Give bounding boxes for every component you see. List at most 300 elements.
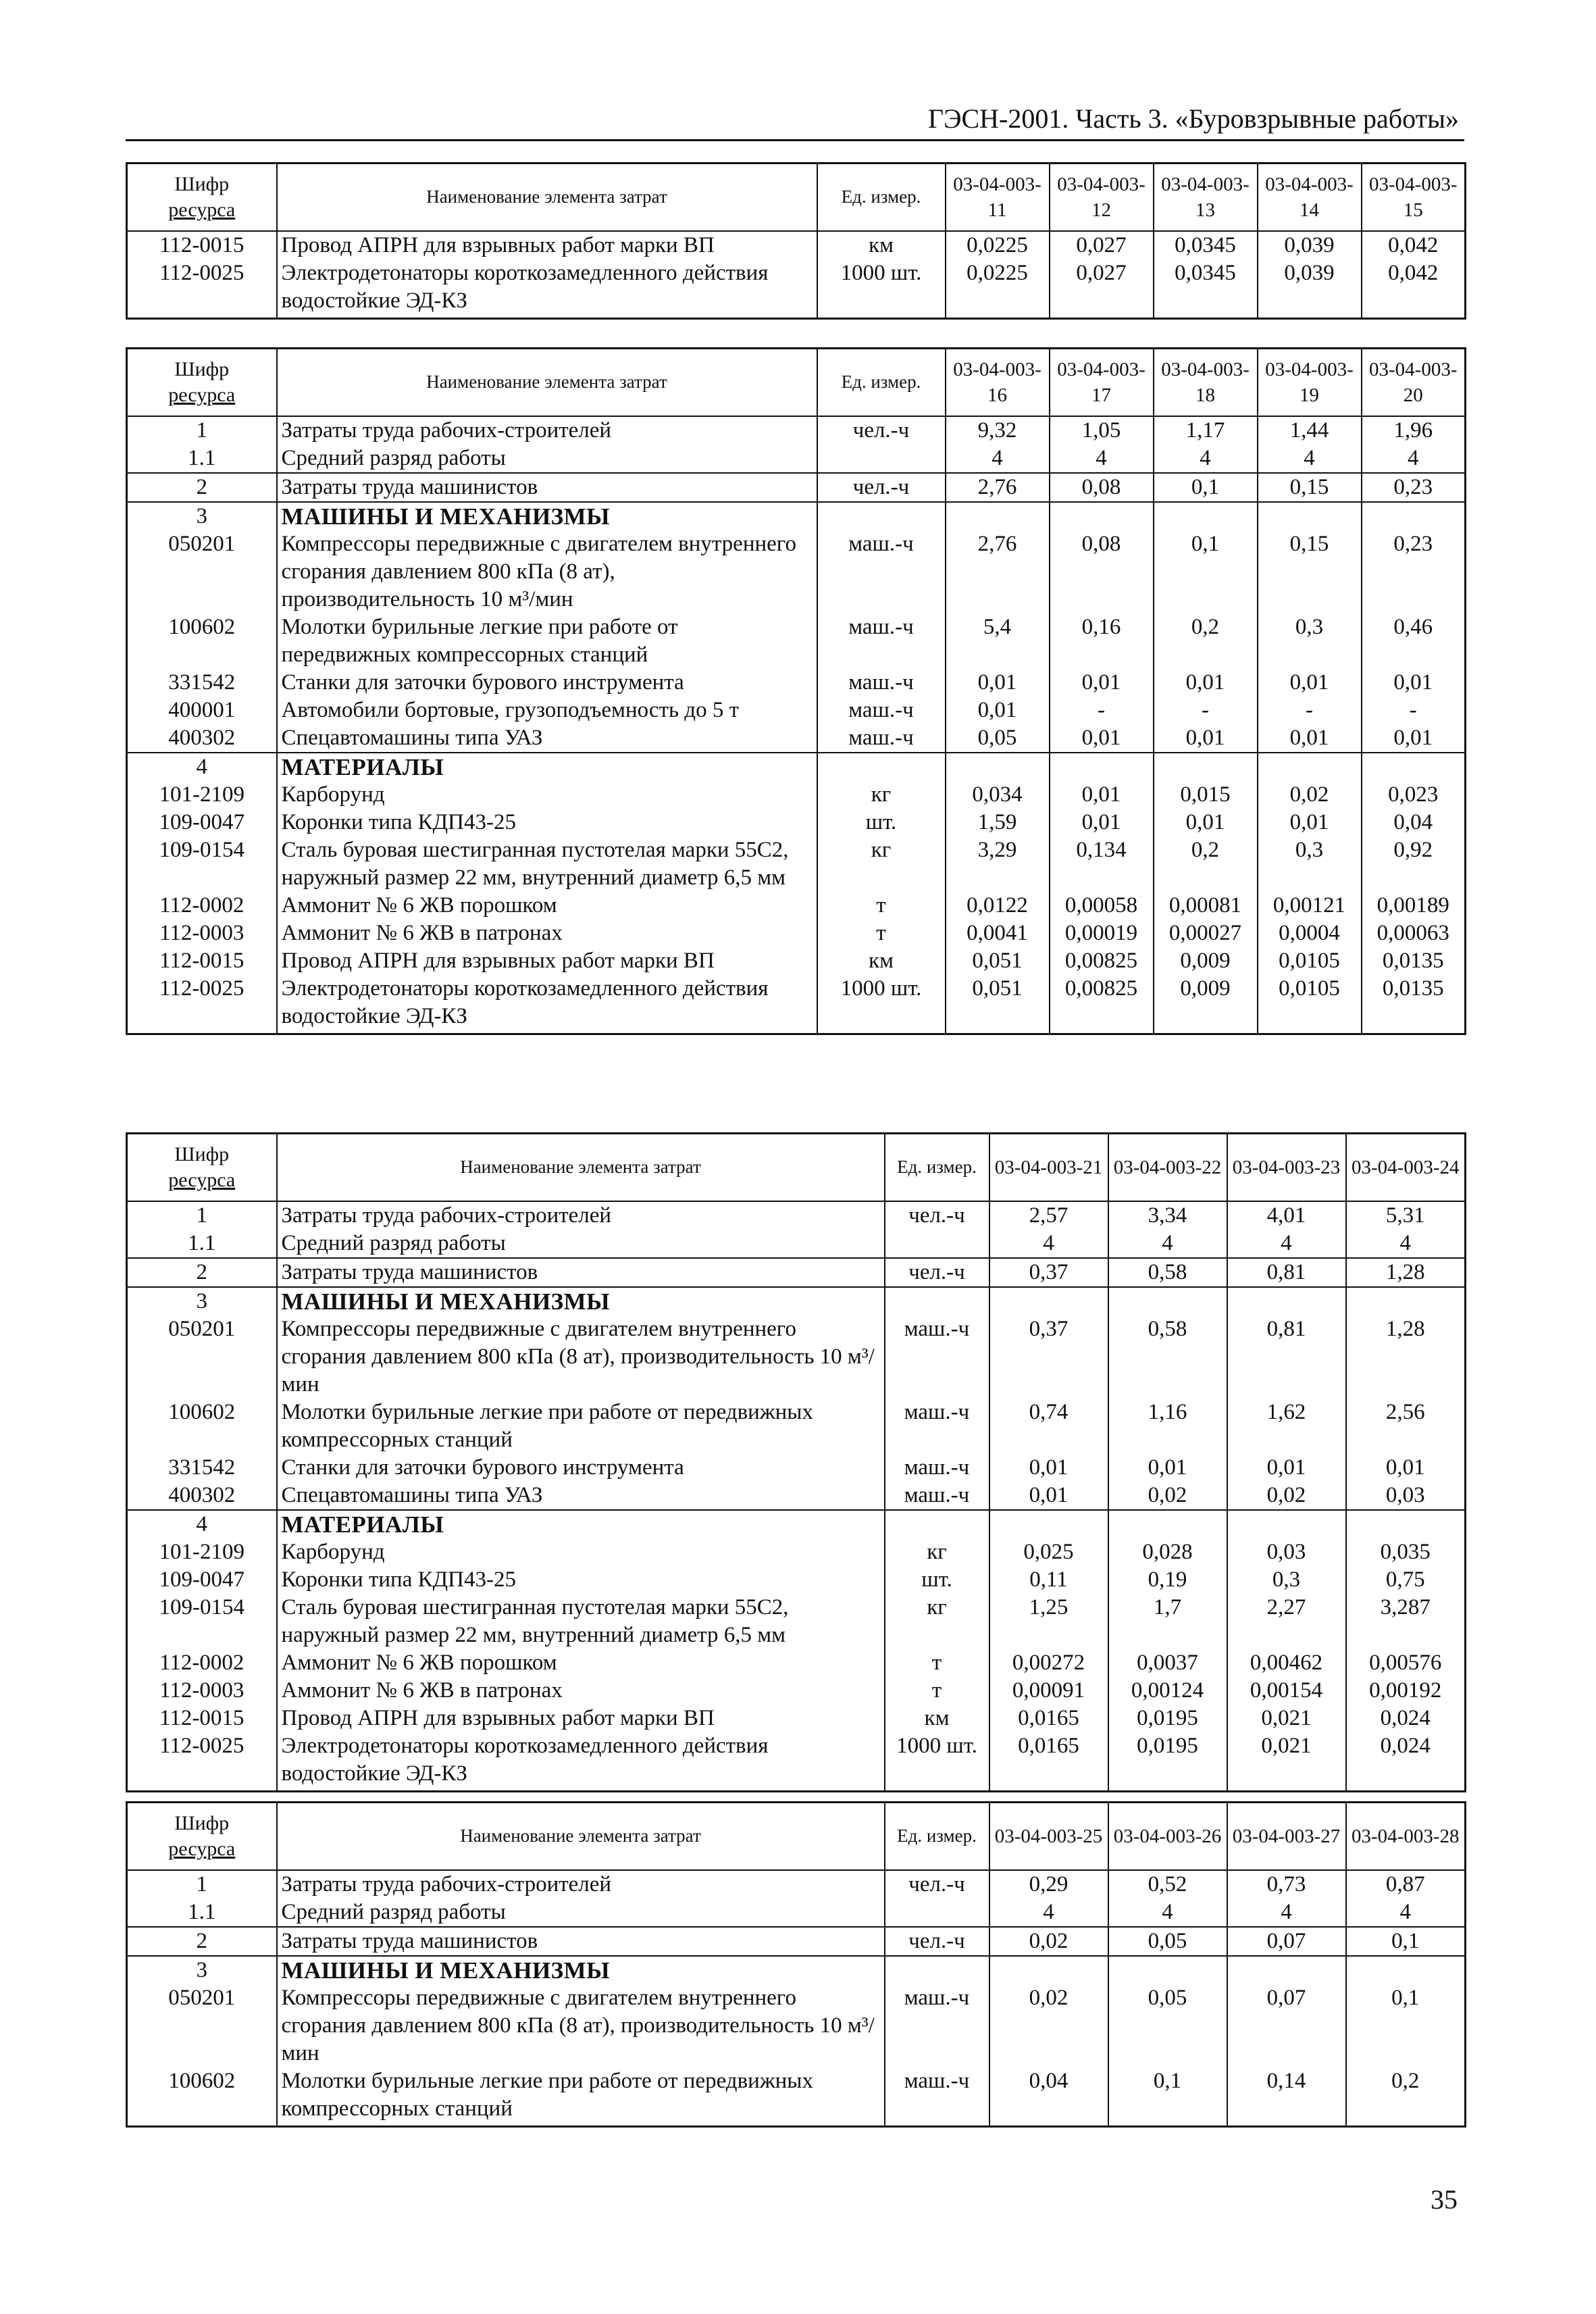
value-cell: 0,3 xyxy=(1258,613,1362,669)
unit xyxy=(885,1287,989,1315)
value-cell: 0,23 xyxy=(1362,530,1466,613)
value-cell xyxy=(1108,1956,1227,1984)
value-cell: 0,134 xyxy=(1050,836,1154,892)
value-cell: 0,021 xyxy=(1227,1705,1346,1732)
resource-name: Станки для заточки бурового инструмента xyxy=(277,1454,885,1482)
resource-name: Электродетонаторы короткозамедленного действия водостойкие ЭД-КЗ xyxy=(277,259,817,319)
unit: км xyxy=(817,947,946,975)
unit: маш.-ч xyxy=(817,530,946,613)
value-cell: 0,16 xyxy=(1050,613,1154,669)
header-name: Наименование элемента затрат xyxy=(277,164,817,231)
value-cell: 1,05 xyxy=(1050,416,1154,445)
value-cell: 0,11 xyxy=(989,1566,1108,1594)
value-cell: 2,56 xyxy=(1346,1399,1466,1454)
value-cell xyxy=(1108,1287,1227,1315)
header-resource-label: ресурса xyxy=(168,1837,236,1860)
resource-code: 112-0003 xyxy=(127,920,277,947)
table-row xyxy=(127,1258,1466,1287)
value-cell: 0,039 xyxy=(1258,259,1362,319)
value-cell: 1,25 xyxy=(989,1594,1108,1649)
value-cell: 0,3 xyxy=(1258,836,1362,892)
unit: маш.-ч xyxy=(885,1454,989,1482)
value-cell: 0,00081 xyxy=(1154,892,1258,920)
value-cell: 0,01 xyxy=(946,669,1050,697)
resource-name: Аммонит № 6 ЖВ в патронах xyxy=(277,1677,885,1705)
header-shifr xyxy=(127,1803,277,1870)
table-row xyxy=(127,892,1466,920)
table-row xyxy=(127,809,1466,836)
unit: чел.-ч xyxy=(885,1927,989,1956)
resource-code: 112-0015 xyxy=(127,947,277,975)
value-cell: 1,59 xyxy=(946,809,1050,836)
value-cell: 0,015 xyxy=(1154,781,1258,809)
header-shifr-label: Шифр xyxy=(174,357,230,380)
resource-code: 3 xyxy=(127,1956,277,1984)
header-norm-code: 03-04-003-11 xyxy=(946,164,1050,231)
table-row xyxy=(127,920,1466,947)
value-cell: 0,0195 xyxy=(1108,1732,1227,1792)
resource-code: 400302 xyxy=(127,724,277,753)
page-header xyxy=(126,101,1464,141)
header-shifr xyxy=(127,1134,277,1201)
value-cell: 4 xyxy=(1154,445,1258,473)
value-cell: 1,96 xyxy=(1362,416,1466,445)
header-norm-code: 03-04-003-23 xyxy=(1227,1134,1346,1201)
resource-name: МАШИНЫ И МЕХАНИЗМЫ xyxy=(277,1287,885,1315)
value-cell: 0,23 xyxy=(1362,473,1466,502)
header-norm-code: 03-04-003-12 xyxy=(1050,164,1154,231)
value-cell: 0,0041 xyxy=(946,920,1050,947)
value-cell: 0,0135 xyxy=(1362,975,1466,1034)
unit: маш.-ч xyxy=(885,1315,989,1399)
header-shifr xyxy=(127,164,277,231)
resource-name: Молотки бурильные легкие при работе от передвижных компрессорных станций xyxy=(277,1399,885,1454)
unit: т xyxy=(817,892,946,920)
value-cell: 0,05 xyxy=(1108,1927,1227,1956)
unit: чел.-ч xyxy=(817,416,946,445)
value-cell xyxy=(1227,1287,1346,1315)
value-cell: 0,05 xyxy=(1108,1984,1227,2067)
value-cell xyxy=(1227,1956,1346,1984)
value-cell: 4 xyxy=(1227,1898,1346,1927)
value-cell: 0,1 xyxy=(1346,1984,1466,2067)
header-norm-code: 03-04-003-14 xyxy=(1258,164,1362,231)
value-cell: 0,01 xyxy=(1108,1454,1227,1482)
resource-code: 1 xyxy=(127,1201,277,1230)
header-unit: Ед. измер. xyxy=(885,1803,989,1870)
resource-name: Затраты труда рабочих-строителей xyxy=(277,1201,885,1230)
unit: маш.-ч xyxy=(817,669,946,697)
resource-code: 112-0002 xyxy=(127,892,277,920)
resource-code: 112-0025 xyxy=(127,1732,277,1792)
header-row xyxy=(127,1803,1466,1870)
value-cell: 0,00192 xyxy=(1346,1677,1466,1705)
resource-name: МАШИНЫ И МЕХАНИЗМЫ xyxy=(277,1956,885,1984)
value-cell xyxy=(1154,753,1258,781)
value-cell: 0,00063 xyxy=(1362,920,1466,947)
value-cell: 1,7 xyxy=(1108,1594,1227,1649)
resource-name: Затраты труда машинистов xyxy=(277,1258,885,1287)
value-cell: - xyxy=(1258,697,1362,724)
unit: маш.-ч xyxy=(817,724,946,753)
value-cell: 1,28 xyxy=(1346,1258,1466,1287)
value-cell: 0,0225 xyxy=(946,259,1050,319)
value-cell: 0,19 xyxy=(1108,1566,1227,1594)
header-name: Наименование элемента затрат xyxy=(277,349,817,416)
table-row xyxy=(127,947,1466,975)
value-cell: 5,31 xyxy=(1346,1201,1466,1230)
header-norm-code: 03-04-003-18 xyxy=(1154,349,1258,416)
unit: 1000 шт. xyxy=(817,259,946,319)
value-cell: 0,028 xyxy=(1108,1538,1227,1566)
header-norm-code: 03-04-003-28 xyxy=(1346,1803,1466,1870)
section-row xyxy=(127,1510,1466,1538)
table-row xyxy=(127,416,1466,445)
unit: маш.-ч xyxy=(817,613,946,669)
unit xyxy=(817,753,946,781)
unit: кг xyxy=(885,1594,989,1649)
value-cell: 0,01 xyxy=(989,1482,1108,1510)
header-norm-code: 03-04-003-21 xyxy=(989,1134,1108,1201)
resource-table-2 xyxy=(126,347,1466,1035)
value-cell: 0,02 xyxy=(1108,1482,1227,1510)
table-row xyxy=(127,781,1466,809)
header-norm-code: 03-04-003-25 xyxy=(989,1803,1108,1870)
section-row xyxy=(127,1287,1466,1315)
resource-code: 400302 xyxy=(127,1482,277,1510)
value-cell: 0,73 xyxy=(1227,1870,1346,1898)
resource-name: Автомобили бортовые, грузоподъемность до 5 т xyxy=(277,697,817,724)
unit: чел.-ч xyxy=(885,1201,989,1230)
header-name: Наименование элемента затрат xyxy=(277,1134,885,1201)
resource-code: 112-0025 xyxy=(127,975,277,1034)
value-cell: 4 xyxy=(1346,1230,1466,1258)
value-cell: 0,15 xyxy=(1258,473,1362,502)
value-cell: 0,0037 xyxy=(1108,1649,1227,1677)
unit xyxy=(885,1898,989,1927)
resource-name: Затраты труда рабочих-строителей xyxy=(277,416,817,445)
resource-code: 1.1 xyxy=(127,1898,277,1927)
value-cell: 1,28 xyxy=(1346,1315,1466,1399)
header-unit: Ед. измер. xyxy=(817,349,946,416)
value-cell xyxy=(1227,1510,1346,1538)
resource-code: 109-0047 xyxy=(127,809,277,836)
unit: маш.-ч xyxy=(817,697,946,724)
value-cell: 0,01 xyxy=(1154,669,1258,697)
value-cell: 0,3 xyxy=(1227,1566,1346,1594)
unit: маш.-ч xyxy=(885,1399,989,1454)
value-cell: 0,0165 xyxy=(989,1705,1108,1732)
table-row xyxy=(127,1984,1466,2067)
value-cell: 0,00272 xyxy=(989,1649,1108,1677)
value-cell: 0,00189 xyxy=(1362,892,1466,920)
unit xyxy=(885,1956,989,1984)
value-cell: 0,01 xyxy=(1346,1454,1466,1482)
value-cell: - xyxy=(1362,697,1466,724)
value-cell: 0,042 xyxy=(1362,231,1466,259)
table-row xyxy=(127,1594,1466,1649)
table-row xyxy=(127,836,1466,892)
value-cell: 0,035 xyxy=(1346,1538,1466,1566)
resource-code: 331542 xyxy=(127,669,277,697)
table-row xyxy=(127,1230,1466,1258)
value-cell: 0,00825 xyxy=(1050,947,1154,975)
resource-code: 101-2109 xyxy=(127,1538,277,1566)
header-norm-code: 03-04-003-13 xyxy=(1154,164,1258,231)
value-cell: 1,16 xyxy=(1108,1399,1227,1454)
header-resource-label: ресурса xyxy=(168,1168,236,1191)
resource-table-4 xyxy=(126,1801,1466,2128)
unit: км xyxy=(885,1705,989,1732)
table-row xyxy=(127,697,1466,724)
header-norm-code: 03-04-003-15 xyxy=(1362,164,1466,231)
value-cell: 0,009 xyxy=(1154,975,1258,1034)
value-cell: 0,02 xyxy=(989,1984,1108,2067)
resource-code: 1 xyxy=(127,416,277,445)
unit: км xyxy=(817,231,946,259)
unit: шт. xyxy=(885,1566,989,1594)
header-norm-code: 03-04-003-27 xyxy=(1227,1803,1346,1870)
value-cell: 4 xyxy=(946,445,1050,473)
resource-name: Компрессоры передвижные с двигателем внутреннего сгорания давлением 800 кПа (8 ат), производительность 10 м³/мин xyxy=(277,530,817,613)
table-row xyxy=(127,2067,1466,2127)
resource-name: Сталь буровая шестигранная пустотелая марки 55С2, наружный размер 22 мм, внутренний диаметр 6,5 мм xyxy=(277,836,817,892)
value-cell: 0,01 xyxy=(1050,724,1154,753)
header-name: Наименование элемента затрат xyxy=(277,1803,885,1870)
resource-code: 112-0025 xyxy=(127,259,277,319)
resource-code: 2 xyxy=(127,1927,277,1956)
value-cell: 0,0345 xyxy=(1154,259,1258,319)
value-cell xyxy=(1346,1510,1466,1538)
table-row xyxy=(127,1315,1466,1399)
resource-code: 112-0002 xyxy=(127,1649,277,1677)
value-cell: 0,00019 xyxy=(1050,920,1154,947)
value-cell: 0,58 xyxy=(1108,1315,1227,1399)
value-cell: 0,74 xyxy=(989,1399,1108,1454)
value-cell xyxy=(1258,753,1362,781)
table-row xyxy=(127,975,1466,1034)
table-row xyxy=(127,1566,1466,1594)
resource-name: Коронки типа КДП43-25 xyxy=(277,809,817,836)
resource-name: Карборунд xyxy=(277,1538,885,1566)
value-cell: 0,02 xyxy=(989,1927,1108,1956)
resource-name: Аммонит № 6 ЖВ в патронах xyxy=(277,920,817,947)
resource-code: 050201 xyxy=(127,1315,277,1399)
header-shifr-label: Шифр xyxy=(174,172,230,195)
value-cell: 0,01 xyxy=(1050,781,1154,809)
value-cell: 0,01 xyxy=(1154,724,1258,753)
unit: шт. xyxy=(817,809,946,836)
value-cell: 0,03 xyxy=(1227,1538,1346,1566)
header-row xyxy=(127,164,1466,231)
resource-name: Средний разряд работы xyxy=(277,1230,885,1258)
header-norm-code: 03-04-003-24 xyxy=(1346,1134,1466,1201)
table-row xyxy=(127,231,1466,259)
resource-name: Спецавтомашины типа УАЗ xyxy=(277,1482,885,1510)
section-row xyxy=(127,502,1466,530)
value-cell: 3,287 xyxy=(1346,1594,1466,1649)
value-cell: 0,81 xyxy=(1227,1258,1346,1287)
resource-code: 4 xyxy=(127,1510,277,1538)
resource-name: Компрессоры передвижные с двигателем внутреннего сгорания давлением 800 кПа (8 ат), производительность 10 м³/мин xyxy=(277,1984,885,2067)
resource-code: 400001 xyxy=(127,697,277,724)
table-row xyxy=(127,1898,1466,1927)
value-cell: 0,0105 xyxy=(1258,975,1362,1034)
resource-name: Затраты труда машинистов xyxy=(277,1927,885,1956)
value-cell: 0,52 xyxy=(1108,1870,1227,1898)
value-cell: 0,03 xyxy=(1346,1482,1466,1510)
table-row xyxy=(127,1201,1466,1230)
value-cell: 0,00027 xyxy=(1154,920,1258,947)
table-row xyxy=(127,473,1466,502)
value-cell: 0,00576 xyxy=(1346,1649,1466,1677)
value-cell: - xyxy=(1050,697,1154,724)
value-cell: 0,009 xyxy=(1154,947,1258,975)
value-cell: 0,07 xyxy=(1227,1927,1346,1956)
value-cell: 0,034 xyxy=(946,781,1050,809)
table-row xyxy=(127,1677,1466,1705)
resource-code: 331542 xyxy=(127,1454,277,1482)
value-cell xyxy=(1346,1287,1466,1315)
header-row xyxy=(127,349,1466,416)
resource-name: Станки для заточки бурового инструмента xyxy=(277,669,817,697)
value-cell: 0,042 xyxy=(1362,259,1466,319)
value-cell: 0,039 xyxy=(1258,231,1362,259)
resource-name: Средний разряд работы xyxy=(277,1898,885,1927)
value-cell: 0,2 xyxy=(1346,2067,1466,2127)
resource-code: 109-0154 xyxy=(127,1594,277,1649)
resource-name: Коронки типа КДП43-25 xyxy=(277,1566,885,1594)
unit: 1000 шт. xyxy=(817,975,946,1034)
value-cell: 0,04 xyxy=(1362,809,1466,836)
table-row xyxy=(127,1482,1466,1510)
value-cell: 0,051 xyxy=(946,975,1050,1034)
value-cell: 4 xyxy=(1258,445,1362,473)
unit xyxy=(817,502,946,530)
table-row xyxy=(127,1705,1466,1732)
resource-name: Компрессоры передвижные с двигателем внутреннего сгорания давлением 800 кПа (8 ат), производительность 10 м³/мин xyxy=(277,1315,885,1399)
value-cell: 0,00154 xyxy=(1227,1677,1346,1705)
header-resource-label: ресурса xyxy=(168,198,236,221)
resource-code: 100602 xyxy=(127,2067,277,2127)
resource-code: 2 xyxy=(127,473,277,502)
resource-name: Молотки бурильные легкие при работе от передвижных компрессорных станций xyxy=(277,2067,885,2127)
header-norm-code: 03-04-003-17 xyxy=(1050,349,1154,416)
value-cell: 4 xyxy=(989,1230,1108,1258)
resource-name: МАШИНЫ И МЕХАНИЗМЫ xyxy=(277,502,817,530)
value-cell xyxy=(1108,1510,1227,1538)
header-title: ГЭСН-2001. Часть 3. «Буровзрывные работы» xyxy=(927,103,1459,134)
value-cell: 0,2 xyxy=(1154,836,1258,892)
unit: т xyxy=(885,1677,989,1705)
resource-code: 100602 xyxy=(127,613,277,669)
value-cell: 0,07 xyxy=(1227,1984,1346,2067)
value-cell xyxy=(1362,502,1466,530)
unit: чел.-ч xyxy=(817,473,946,502)
resource-name: Сталь буровая шестигранная пустотелая марки 55С2, наружный размер 22 мм, внутренний диаметр 6,5 мм xyxy=(277,1594,885,1649)
resource-code: 100602 xyxy=(127,1399,277,1454)
resource-code: 109-0154 xyxy=(127,836,277,892)
header-unit: Ед. измер. xyxy=(817,164,946,231)
table-row xyxy=(127,1454,1466,1482)
value-cell: 0,0165 xyxy=(989,1732,1108,1792)
value-cell xyxy=(946,753,1050,781)
value-cell: 0,00825 xyxy=(1050,975,1154,1034)
value-cell: 0,1 xyxy=(1154,473,1258,502)
value-cell: 0,021 xyxy=(1227,1732,1346,1792)
resource-name: Аммонит № 6 ЖВ порошком xyxy=(277,1649,885,1677)
table-row xyxy=(127,259,1466,319)
value-cell: 0,15 xyxy=(1258,530,1362,613)
header-shifr-label: Шифр xyxy=(174,1142,230,1165)
value-cell xyxy=(1346,1956,1466,1984)
unit: чел.-ч xyxy=(885,1258,989,1287)
resource-table-1 xyxy=(126,162,1466,320)
value-cell: 0,37 xyxy=(989,1258,1108,1287)
section-row xyxy=(127,1956,1466,1984)
value-cell: 0,051 xyxy=(946,947,1050,975)
value-cell: 0,024 xyxy=(1346,1732,1466,1792)
value-cell xyxy=(989,1287,1108,1315)
unit: т xyxy=(885,1649,989,1677)
value-cell: 0,01 xyxy=(1050,809,1154,836)
resource-name: Провод АПРН для взрывных работ марки ВП xyxy=(277,947,817,975)
resource-name: Карборунд xyxy=(277,781,817,809)
value-cell: 0,01 xyxy=(1227,1454,1346,1482)
value-cell: - xyxy=(1154,697,1258,724)
value-cell: 0,01 xyxy=(1050,669,1154,697)
value-cell: 0,00462 xyxy=(1227,1649,1346,1677)
value-cell: 4,01 xyxy=(1227,1201,1346,1230)
value-cell: 0,00124 xyxy=(1108,1677,1227,1705)
table-row xyxy=(127,1538,1466,1566)
value-cell: 0,08 xyxy=(1050,530,1154,613)
header-norm-code: 03-04-003-19 xyxy=(1258,349,1362,416)
value-cell: 0,01 xyxy=(989,1454,1108,1482)
value-cell: 0,00121 xyxy=(1258,892,1362,920)
value-cell: 0,01 xyxy=(1362,669,1466,697)
resource-code: 1.1 xyxy=(127,1230,277,1258)
unit: маш.-ч xyxy=(885,1482,989,1510)
unit xyxy=(885,1510,989,1538)
resource-name: Спецавтомашины типа УАЗ xyxy=(277,724,817,753)
value-cell: 0,027 xyxy=(1050,259,1154,319)
value-cell: 0,0004 xyxy=(1258,920,1362,947)
page-number: 35 xyxy=(1431,2184,1458,2215)
value-cell xyxy=(1050,753,1154,781)
header-norm-code: 03-04-003-20 xyxy=(1362,349,1466,416)
value-cell: 4 xyxy=(1362,445,1466,473)
unit: кг xyxy=(817,781,946,809)
resource-table-3 xyxy=(126,1132,1466,1792)
value-cell: 0,1 xyxy=(1154,530,1258,613)
value-cell: 0,29 xyxy=(989,1870,1108,1898)
value-cell: 0,00058 xyxy=(1050,892,1154,920)
table-row xyxy=(127,1649,1466,1677)
value-cell: 0,0122 xyxy=(946,892,1050,920)
resource-code: 3 xyxy=(127,1287,277,1315)
value-cell: 4 xyxy=(1108,1898,1227,1927)
resource-name: Затраты труда машинистов xyxy=(277,473,817,502)
value-cell: 2,57 xyxy=(989,1201,1108,1230)
value-cell: 1,17 xyxy=(1154,416,1258,445)
value-cell xyxy=(1362,753,1466,781)
header-norm-code: 03-04-003-22 xyxy=(1108,1134,1227,1201)
resource-code: 101-2109 xyxy=(127,781,277,809)
value-cell: 0,08 xyxy=(1050,473,1154,502)
unit: 1000 шт. xyxy=(885,1732,989,1792)
resource-code: 050201 xyxy=(127,1984,277,2067)
